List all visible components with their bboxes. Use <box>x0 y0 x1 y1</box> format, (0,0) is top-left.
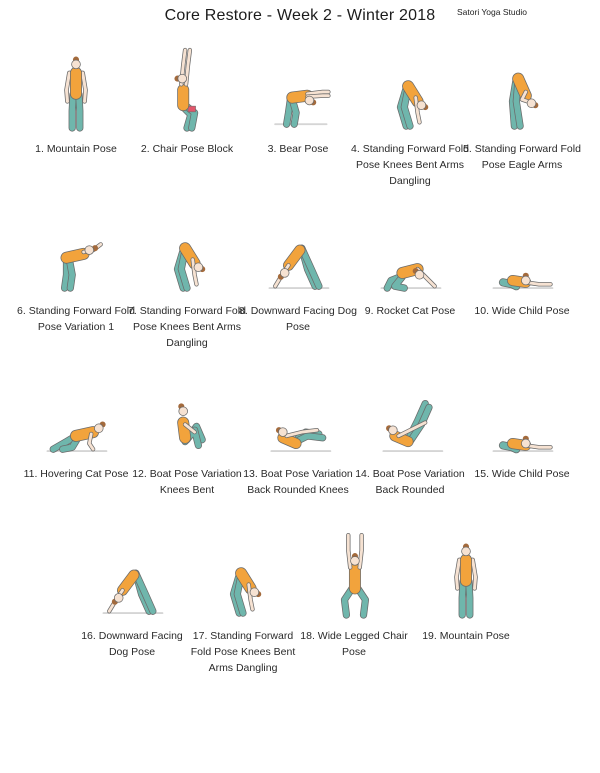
pose-card <box>351 44 469 189</box>
pose-label: 1. Mountain Pose <box>35 143 117 155</box>
pose-label: 18. Wide Legged Chair Pose <box>300 630 408 658</box>
pose-figure <box>484 369 560 461</box>
pose-label: 5. Standing Forward Fold Pose Eagle Arms <box>463 143 581 171</box>
pose-figure <box>372 44 448 136</box>
pose-figure <box>484 206 560 298</box>
pose-label: 7. Standing Forward Fold Pose Knees Bent Arms Dangling <box>128 305 246 349</box>
pose-label: 12. Boat Pose Variation Knees Bent <box>132 468 242 496</box>
pose-label: 10. Wide Child Pose <box>474 305 570 317</box>
pose-label: 17. Standing Forward Fold Pose Knees Bent Arms Dangling <box>190 630 296 674</box>
pose-label: 16. Downward Facing Dog Pose <box>81 630 183 658</box>
pose-label: 11. Hovering Cat Pose <box>23 468 129 480</box>
pose-label: 14. Boat Pose Variation Back Rounded <box>355 468 465 496</box>
pose-figure <box>149 206 225 298</box>
pose-figure <box>372 369 448 461</box>
studio-name: Satori Yoga Studio <box>457 7 527 17</box>
pose-label: 15. Wide Child Pose <box>474 468 570 480</box>
pose-card <box>463 44 581 173</box>
pose-card <box>239 206 357 335</box>
pose-card <box>463 206 581 319</box>
pose-card <box>17 206 135 335</box>
pose-figure <box>149 44 225 136</box>
pose-card <box>184 531 302 676</box>
pose-card <box>351 369 469 498</box>
pose-card <box>407 531 525 644</box>
pose-label: 9. Rocket Cat Pose <box>364 305 456 317</box>
pose-label: 19. Mountain Pose <box>422 630 510 642</box>
pose-figure <box>316 531 392 623</box>
pose-figure <box>260 206 336 298</box>
pose-figure <box>205 531 281 623</box>
pose-figure <box>38 44 114 136</box>
pose-label: 13. Boat Pose Variation Back Rounded Knees <box>243 468 353 496</box>
pose-figure <box>484 44 560 136</box>
pose-figure <box>428 531 504 623</box>
pose-figure <box>260 44 336 136</box>
pose-card <box>351 206 469 319</box>
pose-card <box>295 531 413 660</box>
pose-label: 6. Standing Forward Fold Pose Variation 1 <box>17 305 135 333</box>
pose-card <box>128 44 246 157</box>
pose-figure <box>149 369 225 461</box>
pose-figure <box>260 369 336 461</box>
pose-label: 3. Bear Pose <box>267 143 329 155</box>
pose-card <box>17 44 135 157</box>
pose-card <box>239 369 357 498</box>
pose-card <box>73 531 191 660</box>
pose-card <box>17 369 135 482</box>
pose-figure <box>38 206 114 298</box>
pose-card <box>463 369 581 482</box>
pose-card <box>239 44 357 157</box>
pose-label: 8. Downward Facing Dog Pose <box>239 305 357 333</box>
page-title: Core Restore - Week 2 - Winter 2018 <box>164 7 436 24</box>
pose-card <box>128 369 246 498</box>
pose-card <box>128 206 246 351</box>
pose-label: 4. Standing Forward Fold Pose Knees Bent Arms Dangling <box>351 143 469 187</box>
pose-figure <box>94 531 170 623</box>
pose-figure <box>372 206 448 298</box>
pose-figure <box>38 369 114 461</box>
pose-label: 2. Chair Pose Block <box>140 143 234 155</box>
